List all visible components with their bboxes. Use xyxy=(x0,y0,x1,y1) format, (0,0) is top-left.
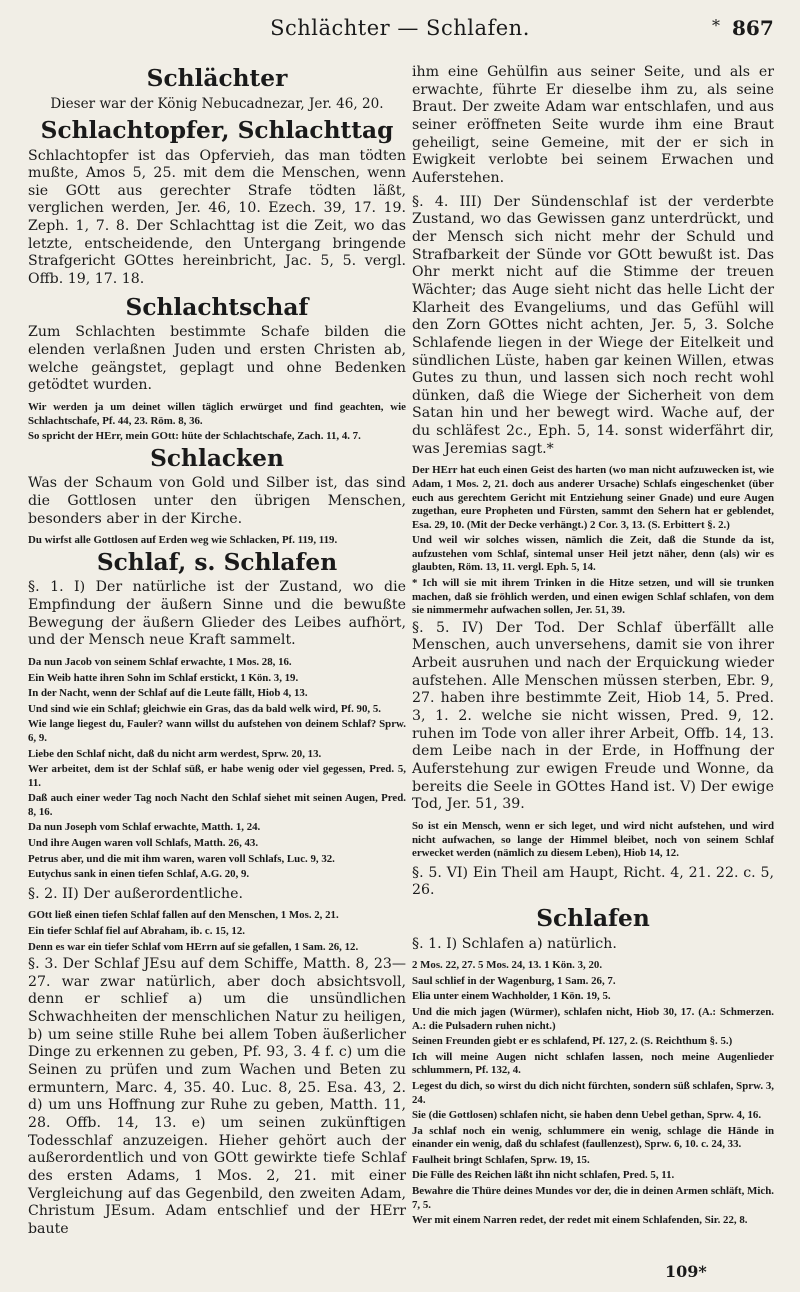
citation-line: Sie (die Gottlosen) schlafen nicht, sie haben denn Uebel gethan, Sprw. 4, 16. xyxy=(412,1109,762,1122)
citation-line: Und die mich jagen (Würmer), schlafen nicht, Hiob 30, 17. (A.: Schmerzen. A.: die Pulsadern ruhen nicht.) xyxy=(412,1006,774,1032)
entry-heading: Schlachtopfer, Schlachttag xyxy=(40,116,394,144)
citation-line: So ist ein Mensch, wenn er sich leget, und wird nicht aufstehen, und wird nicht aufwachen, so lange der Himmel bleibet, noch von seinem Schlaf erwecket werden (nämlich zu diesem Leben), Hiob 14, 12. xyxy=(412,820,774,860)
body-paragraph: Was der Schaum von Gold und Silber ist, das sind die Gottlosen unter den übrigen Menschen, besonders aber in der Kirche. xyxy=(28,475,406,527)
citation-line: Bewahre die Thüre deines Mundes vor der, die in deinen Armen schläft, Mich. 7, 5. xyxy=(412,1185,774,1211)
citation-line: Da nun Jacob von seinem Schlaf erwachte, 1 Mos. 28, 16. xyxy=(28,656,292,669)
entry-heading: Schlacken xyxy=(150,444,284,472)
citation-line: Elia unter einem Wachholder, 1 Kön. 19, 5. xyxy=(412,990,611,1003)
citation-line: Der HErr hat euch einen Geist des harten (wo man nicht aufzuwecken ist, wie Adam, 1 Mos. 2, 21. doch aus anderer Ursache) Schlafs eingeschenket (über euch aus gerechtem Gericht mit Entziehung seiner Gnade) und eure Augen zugethan, eure Propheten und Fürsten, sammt den Sehern hat er geblendet, Esa. 29, 10. (Mit der Decke verhängt.) 2 Cor. 3, 13. (S. Erbittert §. 2.) xyxy=(412,464,774,531)
citation-line: Eutychus sank in einen tiefen Schlaf, A.G. 20, 9. xyxy=(28,868,250,881)
body-paragraph: Zum Schlachten bestimmte Schafe bilden die elenden verlaßnen Juden und ersten Christen ab, welche geängstet, geplagt und ohne Bedenken getödtet wurden. xyxy=(28,324,406,394)
entry-heading: Schlaf, s. Schlafen xyxy=(96,548,338,576)
citation-line: Und weil wir solches wissen, nämlich die Zeit, daß die Stunde da ist, aufzustehen vom Schlaf, sintemal unser Heil jetzt näher, denn (als) wir es glaubten, Röm. 13, 11. vergl. Eph. 5, 14. xyxy=(412,534,774,574)
citation-line: Wie lange liegest du, Fauler? wann willst du aufstehen von deinem Schlaf? Sprw. 6, 9. xyxy=(28,718,406,744)
citation-line: So spricht der HErr, mein GOtt: hüte der Schlachtschafe, Zach. 11, 4. 7. xyxy=(28,430,361,443)
left-column xyxy=(28,64,406,1245)
section-line: §. 2. II) Der außerordentliche. xyxy=(28,885,243,902)
entry-subline: Dieser war der König Nebucadnezar, Jer. 46, 20. xyxy=(50,95,384,112)
entry-heading: Schlächter xyxy=(146,65,288,92)
citation-line: Petrus aber, und die mit ihm waren, waren voll Schlafs, Luc. 9, 32. xyxy=(28,852,335,865)
citation-line: GOtt ließ einen tiefen Schlaf fallen auf den Menschen, 1 Mos. 2, 21. xyxy=(28,909,339,922)
section-line: §. 5. VI) Ein Theil am Haupt, Richt. 4, 21. 22. c. 5, 26. xyxy=(412,864,774,899)
citation-line: Da nun Joseph vom Schlaf erwachte, Matth. 1, 24. xyxy=(28,821,261,834)
citation-line: Ein Weib hatte ihren Sohn im Schlaf erstickt, 1 Kön. 3, 19. xyxy=(28,671,299,684)
citation-line: Und ihre Augen waren voll Schlafs, Matth. 26, 43. xyxy=(28,837,259,850)
citation-line: Seinen Freunden giebt er es schlafend, Pf. 127, 2. (S. Reichthum §. 5.) xyxy=(412,1035,733,1048)
entry-heading: Schlafen xyxy=(536,905,650,933)
citation-line: Wir werden ja um deinet willen täglich erwürget und find geachten, wie Schlachtschafe, Pf. 44, 23. Röm. 8, 36. xyxy=(28,400,406,427)
section-line: §. 1. I) Schlafen a) natürlich. xyxy=(412,935,617,952)
citation-line: 2 Mos. 22, 27. 5 Mos. 24, 13. 1 Kön. 3, 20. xyxy=(412,959,603,972)
citation-line: Wer mit einem Narren redet, der redet mit einem Schlafenden, Sir. 22, 8. xyxy=(412,1214,748,1227)
citation-line: Und sind wie ein Schlaf; gleichwie ein Gras, das da bald welk wird, Pf. 90, 5. xyxy=(28,702,381,715)
citation-line: Daß auch einer weder Tag noch Nacht den Schlaf siehet mit seinen Augen, Pred. 8, 16. xyxy=(28,792,406,818)
citation-line: Liebe den Schlaf nicht, daß du nicht arm werdest, Sprw. 20, 13. xyxy=(28,747,322,760)
citation-line: Faulheit bringt Schlafen, Sprw. 19, 15. xyxy=(412,1153,590,1166)
body-paragraph: ihm eine Gehülfin aus seiner Seite, und als er erwachte, führte Er dieselbe ihm zu, als seine Braut. Der zweite Adam war entschlafen, und aus seiner eröffneten Seite wurde ihm eine Braut geheiligt, seine Gemeine, mit der er sich in Ewigkeit verlobte bei seinem Erwachen und Auferstehen. xyxy=(412,64,774,186)
header-mark: * xyxy=(712,16,720,35)
body-paragraph: §. 4. III) Der Sündenschlaf ist der verderbte Zustand, wo das Gewissen ganz unterdrückt, und der Mensch sich nicht mehr der Schuld und Strafbarkeit der Sünde vor GOtt bewußt ist. Das Ohr merkt nicht auf die Stimme der treuen Wächter; das Auge sieht nicht das helle Licht der Klarheit des Evangeliums, und das Gefühl will den Zorn GOttes nicht achten, Jer. 5, 3. Solche Schlafende liegen in der Wiege der Eitelkeit und sündlichen Lüste, haben gar keinen Willen, etwas Gutes zu thun, und lassen sich noch recht wohl dünken, daß die Wiege der Sicherheit von dem Satan hin und her bewegt wird. Wache auf, der du schläfest 2c., Eph. 5, 14. sonst widerfährt dir, was Jeremias sagt.* xyxy=(412,193,774,457)
page-number: 867 xyxy=(732,16,774,40)
entry-heading: Schlachtschaf xyxy=(125,293,309,321)
body-paragraph: §. 5. IV) Der Tod. Der Schlaf überfällt alle Menschen, auch unversehens, damit sie von ihrer Arbeit ausruhen und nach der Erquickung wieder aufstehen. Alle Menschen müssen sterben, Ebr. 9, 27. haben ihre bestimmte Zeit, Hiob 14, 5. Pred. 3, 1. 2. welche sie nicht wissen, Pred. 9, 12. ruhen im Tode von aller ihrer Arbeit, Offb. 14, 13. dem Leibe nach in der Erde, in Hoffnung der Auferstehung zur ewigen Freude und Wonne, da bereits die Seele in GOttes Hand ist. V) Der ewige Tod, Jer. 51, 39. xyxy=(412,619,774,813)
citation-line: Saul schlief in der Wagenburg, 1 Sam. 26, 7. xyxy=(412,974,616,987)
running-title: Schlächter — Schlafen. xyxy=(270,16,530,40)
citation-line: Du wirfst alle Gottlosen auf Erden weg wie Schlacken, Pf. 119, 119. xyxy=(28,534,338,547)
citation-line: Ein tiefer Schlaf fiel auf Abraham, ib. c. 15, 12. xyxy=(28,925,245,938)
citation-line: Die Fülle des Reichen läßt ihn nicht schlafen, Pred. 5, 11. xyxy=(412,1169,675,1182)
citation-line: Wer arbeitet, dem ist der Schlaf süß, er habe wenig oder viel gegessen, Pred. 5, 11. xyxy=(28,763,406,789)
citation-line: In der Nacht, wenn der Schlaf auf die Leute fällt, Hiob 4, 13. xyxy=(28,687,308,700)
body-paragraph: Schlachtopfer ist das Opfervieh, das man tödten mußte, Amos 5, 25. mit dem die Menschen, wenn sie GOtt aus gerechter Strafe tödten läßt, verglichen werden, Jer. 46, 10. Ezech. 39, 17. 19. Zeph. 1, 7. 8. Der Schlachttag ist die Zeit, wo das letzte, entscheidende, den Untergang bringende Strafgericht GOttes hereinbricht, Jac. 5, 5. vergl. Offb. 19, 17. 18. xyxy=(28,147,406,288)
body-paragraph: §. 3. Der Schlaf JEsu auf dem Schiffe, Matth. 8, 23—27. war zwar natürlich, aber doch absichtsvoll, denn er schlief a) um die unsündlichen Schwachheiten der menschlichen Natur zu heiligen, b) um seine stille Ruhe bei allem Toben äußerlicher Dinge zu erkennen zu geben, Pf. 93, 3. 4 f. c) um die Seinen zu prüfen und zum Wachen und Beten zu ermuntern, Marc. 4, 35. 40. Luc. 8, 25. Esa. 43, 2. d) um uns Hoffnung zur Ruhe zu geben, Matth. 11, 28. Offb. 14, 13. e) um seinen zukünftigen Todesschlaf anzuzeigen. Hieher gehört auch der außerordentlich und von GOtt gewirkte tiefe Schlaf des ersten Adams, 1 Mos. 2, 21. mit einer Vergleichung auf das Gegenbild, den zweiten Adam, Christum JEsum. Adam entschlief und der HErr baute xyxy=(28,956,406,1238)
right-column xyxy=(412,64,774,1230)
signature-mark: 109* xyxy=(665,1262,707,1281)
page-header xyxy=(0,16,800,46)
citation-line: Ja schlaf noch ein wenig, schlummere ein wenig, schlage die Hände in einander ein wenig, daß du schlafest (faullenzest), Sprw. 6, 10. c. 24, 33. xyxy=(412,1124,774,1151)
citation-line: * Ich will sie mit ihrem Trinken in die Hitze setzen, und will sie trunken machen, daß sie fröhlich werden, und einen ewigen Schlaf schlafen, von dem sie nimmermehr aufwachen sollen, Jer. 51, 39. xyxy=(412,577,774,617)
citation-line: Ich will meine Augen nicht schlafen lassen, noch meine Augenlieder schlummern, Pf. 132, 4. xyxy=(412,1050,774,1077)
citation-line: Legest du dich, so wirst du dich nicht fürchten, sondern süß schlafen, Sprw. 3, 24. xyxy=(412,1079,774,1106)
citation-line: Denn es war ein tiefer Schlaf vom HErrn auf sie gefallen, 1 Sam. 26, 12. xyxy=(28,940,359,953)
body-paragraph: §. 1. I) Der natürliche ist der Zustand, wo die Empfindung der äußern Sinne und die bewußte Bewegung der äußern Glieder des Leibes aufhört, und der Mensch neue Kraft sammelt. xyxy=(28,579,406,649)
